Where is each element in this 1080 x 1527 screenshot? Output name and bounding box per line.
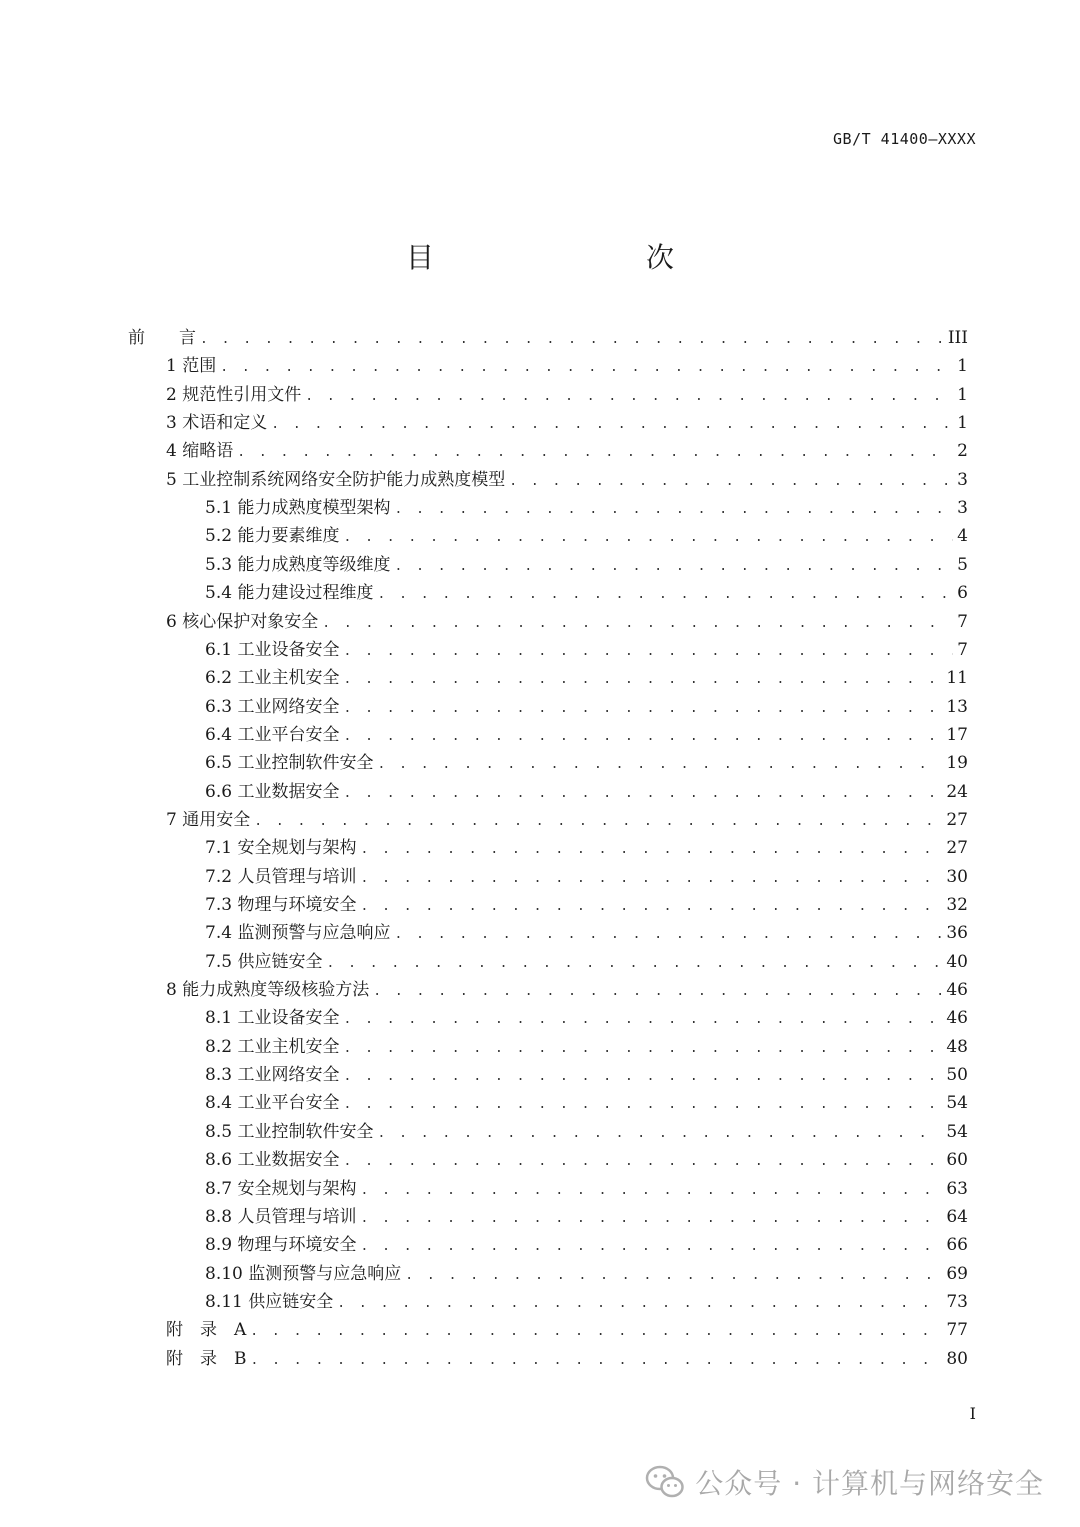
toc-entry[interactable] — [205, 579, 968, 607]
toc-entry-page: 60 — [946, 1150, 968, 1171]
toc-entry-label: 1 范围 — [166, 356, 217, 377]
toc-dot-leader — [343, 695, 942, 723]
toc-dot-leader — [326, 950, 942, 978]
toc-entry-page: 27 — [946, 809, 968, 830]
toc-entry-page: 73 — [946, 1291, 968, 1312]
toc-entry-page: 80 — [946, 1348, 968, 1369]
toc-entry[interactable] — [205, 919, 968, 947]
toc-entry-page: 27 — [946, 838, 968, 859]
toc-dot-leader — [343, 1063, 942, 1091]
toc-entry-page: 24 — [946, 781, 968, 802]
toc-entry[interactable] — [128, 324, 968, 352]
toc-entry-page: 1 — [957, 413, 968, 434]
toc-entry[interactable] — [205, 1033, 968, 1061]
toc-entry[interactable] — [205, 721, 968, 749]
toc-dot-leader — [405, 1262, 942, 1290]
toc-entry[interactable] — [205, 551, 968, 579]
toc-entry-page: 17 — [946, 724, 968, 745]
toc-entry[interactable] — [166, 1316, 968, 1344]
toc-entry-page: 54 — [946, 1093, 968, 1114]
toc-dot-leader — [305, 383, 953, 411]
toc-dot-leader — [343, 666, 942, 694]
toc-entry[interactable] — [205, 1089, 968, 1117]
toc-entry[interactable] — [205, 693, 968, 721]
toc-entry-label: 6.3 工业网络安全 — [205, 696, 340, 717]
toc-entry[interactable] — [205, 749, 968, 777]
toc-entry-label: 前 言 — [128, 328, 196, 348]
toc-entry[interactable] — [166, 409, 968, 437]
toc-dot-leader — [360, 1177, 942, 1205]
toc-entry-label: 7 通用安全 — [166, 809, 251, 830]
toc-entry-label: 5 工业控制系统网络安全防护能力成熟度模型 — [166, 469, 506, 490]
toc-entry-label: 7.5 供应链安全 — [205, 951, 323, 972]
toc-entry-page: 7 — [957, 611, 968, 632]
toc-dot-leader — [343, 1091, 942, 1119]
toc-dot-leader — [394, 921, 942, 949]
toc-entry-page: 54 — [946, 1121, 968, 1142]
toc-entry[interactable] — [205, 1004, 968, 1032]
toc-dot-leader — [200, 326, 944, 354]
toc-entry-label: 3 术语和定义 — [166, 413, 268, 434]
toc-dot-leader — [343, 780, 942, 808]
toc-dot-leader — [343, 1006, 942, 1034]
toc-entry-page: 46 — [946, 980, 968, 1001]
toc-entry[interactable] — [166, 608, 968, 636]
toc-entry[interactable] — [205, 1061, 968, 1089]
toc-entry-page: 2 — [957, 441, 968, 462]
toc-entry-page: 36 — [946, 923, 968, 944]
watermark-text: 公众号 · 计算机与网络安全 — [695, 1467, 1044, 1500]
toc-dot-leader — [394, 553, 953, 581]
toc-entry-page: 69 — [946, 1263, 968, 1284]
toc-dot-leader — [251, 1347, 943, 1375]
toc-entry-label: 6.2 工业主机安全 — [205, 668, 340, 689]
toc-entry-label: 7.2 人员管理与培训 — [205, 866, 357, 887]
toc-entry-label: 8.1 工业设备安全 — [205, 1008, 340, 1029]
toc-entry-label: 8.6 工业数据安全 — [205, 1150, 340, 1171]
toc-dot-leader — [360, 836, 942, 864]
toc-entry-label: 8.9 物理与环境安全 — [205, 1235, 357, 1256]
toc-entry-label: 8.8 人员管理与培训 — [205, 1206, 357, 1227]
toc-entry-label: 7.4 监测预警与应急响应 — [205, 923, 391, 944]
toc-dot-leader — [377, 751, 942, 779]
toc-entry-page: 50 — [946, 1065, 968, 1086]
toc-dot-leader — [394, 496, 953, 524]
toc-entry-label: 5.3 能力成熟度等级维度 — [205, 554, 391, 575]
toc-dot-leader — [343, 524, 953, 552]
page-number: I — [969, 1404, 976, 1423]
toc-entry-page: 48 — [946, 1036, 968, 1057]
toc-entry-label: 5.4 能力建设过程维度 — [205, 583, 374, 604]
toc-dot-leader — [343, 638, 953, 666]
toc-dot-leader — [360, 893, 942, 921]
toc-entry[interactable] — [166, 437, 968, 465]
toc-entry[interactable] — [205, 522, 968, 550]
toc-dot-leader — [337, 1290, 942, 1318]
toc-entry-page: 1 — [957, 384, 968, 405]
toc-entry-label: 8.2 工业主机安全 — [205, 1036, 340, 1057]
toc-dot-leader — [509, 468, 953, 496]
toc-entry[interactable] — [205, 664, 968, 692]
toc-entry[interactable] — [205, 1260, 968, 1288]
toc-dot-leader — [254, 808, 942, 836]
toc-entry-page: III — [947, 328, 968, 348]
toc-dot-leader — [343, 1035, 942, 1063]
toc-dot-leader — [271, 411, 953, 439]
toc-entry-page: 6 — [957, 583, 968, 604]
wechat-icon — [645, 1465, 685, 1499]
toc-dot-leader — [343, 723, 942, 751]
toc-entry[interactable] — [205, 834, 968, 862]
toc-entry-page: 77 — [946, 1320, 968, 1341]
toc-entry-label: 附 录 A — [166, 1320, 247, 1341]
toc-entry-page: 40 — [946, 951, 968, 972]
page-title: 目 次 — [405, 241, 726, 274]
toc-entry[interactable] — [205, 1231, 968, 1259]
toc-entry-label: 6.5 工业控制软件安全 — [205, 753, 374, 774]
toc-entry-label: 8.10 监测预警与应急响应 — [205, 1263, 402, 1284]
toc-entry[interactable] — [205, 636, 968, 664]
toc-entry-page: 64 — [946, 1206, 968, 1227]
toc-entry-page: 30 — [946, 866, 968, 887]
toc-entry[interactable] — [205, 1118, 968, 1146]
toc-entry-label: 4 缩略语 — [166, 441, 234, 462]
toc-dot-leader — [220, 354, 953, 382]
toc-entry-label: 6.4 工业平台安全 — [205, 724, 340, 745]
toc-entry-label: 8.11 供应链安全 — [205, 1291, 334, 1312]
toc-entry[interactable] — [166, 976, 968, 1004]
toc-entry[interactable] — [166, 1345, 968, 1373]
toc-entry-page: 7 — [957, 639, 968, 660]
toc-entry-label: 8 能力成熟度等级核验方法 — [166, 980, 370, 1001]
toc-entry[interactable] — [205, 1146, 968, 1174]
toc-entry[interactable] — [205, 948, 968, 976]
toc-dot-leader — [360, 1233, 942, 1261]
watermark — [645, 1462, 1044, 1502]
toc-entry-page: 66 — [946, 1235, 968, 1256]
toc-entry-page: 46 — [946, 1008, 968, 1029]
toc-entry-page: 13 — [946, 696, 968, 717]
toc-dot-leader — [373, 978, 942, 1006]
toc-dot-leader — [360, 1205, 942, 1233]
toc-entry-label: 5.2 能力要素维度 — [205, 526, 340, 547]
toc-entry[interactable] — [205, 778, 968, 806]
toc-entry[interactable] — [205, 494, 968, 522]
toc-dot-leader — [343, 1148, 942, 1176]
toc-entry[interactable] — [205, 863, 968, 891]
toc-entry-page: 63 — [946, 1178, 968, 1199]
toc-dot-leader — [322, 610, 953, 638]
toc-entry[interactable] — [205, 1175, 968, 1203]
toc-dot-leader — [250, 1318, 942, 1346]
toc-entry[interactable] — [205, 1288, 968, 1316]
toc-entry[interactable] — [166, 466, 968, 494]
toc-entry-label: 7.3 物理与环境安全 — [205, 895, 357, 915]
toc-entry-page: 32 — [946, 895, 968, 915]
toc-dot-leader — [237, 439, 953, 467]
toc-entry[interactable] — [166, 381, 968, 409]
toc-entry-page: 19 — [946, 753, 968, 774]
toc-entry[interactable] — [166, 352, 968, 380]
toc-entry-page: 11 — [946, 668, 968, 689]
toc-entry-label: 附 录 B — [166, 1348, 247, 1369]
toc-dot-leader — [377, 581, 953, 609]
toc-entry-page: 4 — [957, 526, 968, 547]
toc-entry-label: 8.4 工业平台安全 — [205, 1093, 340, 1114]
toc-entry-page: 3 — [957, 469, 968, 490]
toc-entry-label: 6 核心保护对象安全 — [166, 611, 319, 632]
toc-entry-label: 8.3 工业网络安全 — [205, 1065, 340, 1086]
toc-entry-label: 6.1 工业设备安全 — [205, 639, 340, 660]
toc-entry[interactable] — [205, 891, 968, 919]
standard-code: GB/T 41400—XXXX — [833, 130, 976, 148]
toc-entry-label: 8.7 安全规划与架构 — [205, 1178, 357, 1199]
toc-entry-page: 1 — [957, 356, 968, 377]
toc-entry-label: 6.6 工业数据安全 — [205, 781, 340, 802]
toc-entry-label: 7.1 安全规划与架构 — [205, 838, 357, 859]
toc-dot-leader — [360, 865, 942, 893]
toc-entry[interactable] — [205, 1203, 968, 1231]
toc-dot-leader — [377, 1120, 942, 1148]
toc-entry-label: 2 规范性引用文件 — [166, 384, 302, 405]
toc-entry-page: 5 — [957, 554, 968, 575]
toc-entry-page: 3 — [957, 498, 968, 519]
toc-entry[interactable] — [166, 806, 968, 834]
toc-entry-label: 8.5 工业控制软件安全 — [205, 1121, 374, 1142]
toc-entry-label: 5.1 能力成熟度模型架构 — [205, 498, 391, 519]
